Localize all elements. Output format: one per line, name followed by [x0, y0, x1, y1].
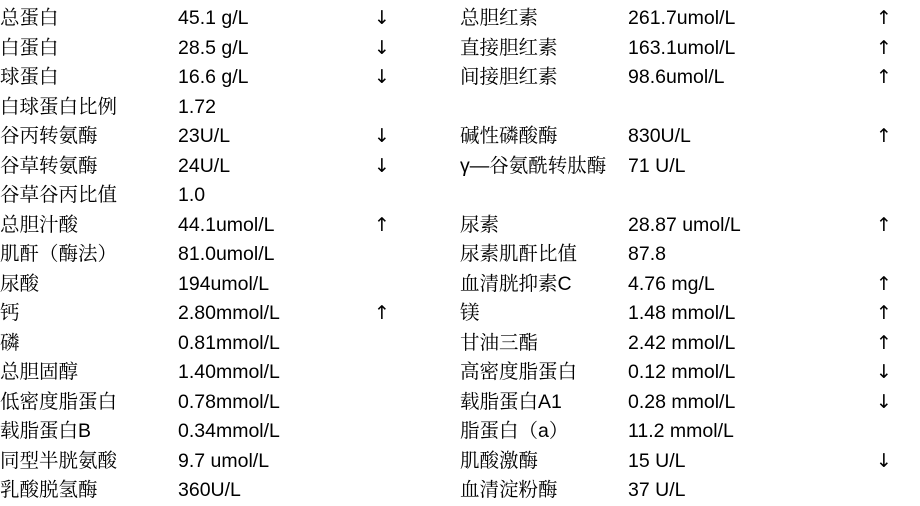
test-name-left: 同型半胱氨酸: [0, 449, 118, 472]
abnormal-arrow-icon-right: ↑: [876, 125, 892, 147]
table-row: [0, 358, 920, 388]
test-name-right: 尿素肌酐比值: [460, 243, 578, 265]
test-name-left: 肌酐（酶法）: [0, 243, 118, 265]
test-flag-right: [828, 299, 920, 329]
abnormal-arrow-icon-right: ↑: [876, 302, 892, 324]
test-flag-left: [318, 122, 460, 152]
test-name-right: γ—谷氨酰转肽酶: [460, 154, 607, 177]
test-flag-right: [828, 211, 920, 241]
test-flag-left: [318, 417, 460, 447]
abnormal-arrow-icon-left: ↓: [374, 154, 390, 177]
test-value-right: 830U/L: [628, 125, 691, 147]
table-row: [0, 122, 920, 152]
lab-results-table: [0, 4, 920, 506]
abnormal-arrow-icon-right: ↑: [876, 7, 892, 29]
table-row: [0, 63, 920, 93]
table-row: [0, 211, 920, 241]
test-flag-left: [318, 152, 460, 182]
test-name-left: 白球蛋白比例: [0, 95, 118, 118]
test-name-right: [460, 181, 628, 211]
table-row: [0, 447, 920, 477]
test-value-left: 1.40mmol/L: [178, 361, 280, 383]
test-flag-left: [318, 211, 460, 241]
test-flag-left: [318, 329, 460, 359]
test-flag-right: [828, 181, 920, 211]
test-value-right: 0.28 mmol/L: [628, 390, 736, 413]
test-value-left: 45.1 g/L: [178, 7, 249, 29]
test-value-left: 360U/L: [178, 479, 241, 501]
table-row: [0, 34, 920, 64]
table-row: [0, 417, 920, 447]
test-name-left: 总胆汁酸: [0, 213, 79, 236]
abnormal-arrow-icon-left: ↓: [374, 66, 390, 88]
test-name-right: 脂蛋白（a）: [460, 420, 569, 442]
test-flag-left: [318, 299, 460, 329]
test-value-left: 28.5 g/L: [178, 36, 249, 59]
test-value-right: 98.6umol/L: [628, 66, 725, 88]
test-flag-left: [318, 270, 460, 300]
abnormal-arrow-icon-right: ↑: [876, 331, 892, 354]
test-value-left: 24U/L: [178, 154, 231, 177]
test-name-left: 总蛋白: [0, 7, 59, 29]
test-flag-right: [828, 270, 920, 300]
abnormal-arrow-icon-right: ↑: [876, 213, 892, 236]
abnormal-arrow-icon-left: ↑: [374, 213, 390, 236]
test-value-left: 2.80mmol/L: [178, 302, 280, 324]
test-name-left: 谷草转氨酶: [0, 154, 98, 177]
test-value-left: 0.34mmol/L: [178, 420, 280, 442]
test-value-right: 11.2 mmol/L: [628, 420, 734, 442]
abnormal-arrow-icon-right: ↓: [876, 390, 892, 413]
test-flag-right: [828, 447, 920, 477]
test-value-right: 261.7umol/L: [628, 7, 736, 29]
test-name-left: 磷: [0, 331, 20, 354]
test-name-left: 尿酸: [0, 272, 40, 295]
test-name-left: 低密度脂蛋白: [0, 390, 118, 413]
test-name-right: 血清淀粉酶: [460, 479, 558, 501]
test-value-right: [628, 181, 828, 211]
test-flag-left: [318, 240, 460, 270]
test-value-right: 1.48 mmol/L: [628, 302, 736, 324]
test-name-left: 球蛋白: [0, 66, 59, 88]
test-flag-left: [318, 358, 460, 388]
test-name-left: 谷草谷丙比值: [0, 184, 118, 206]
test-flag-left: [318, 388, 460, 418]
test-value-right: 0.12 mmol/L: [628, 361, 736, 383]
test-name-right: [460, 93, 628, 123]
abnormal-arrow-icon-right: ↓: [876, 361, 892, 383]
table-row: [0, 299, 920, 329]
test-value-right: 15 U/L: [628, 449, 686, 472]
test-name-right: 总胆红素: [460, 7, 539, 29]
test-flag-right: [828, 388, 920, 418]
test-flag-left: [318, 34, 460, 64]
test-name-left: 谷丙转氨酶: [0, 125, 98, 147]
test-flag-right: [828, 93, 920, 123]
table-row: [0, 181, 920, 211]
table-row: [0, 388, 920, 418]
test-flag-right: [828, 476, 920, 506]
test-value-left: 9.7 umol/L: [178, 449, 270, 472]
abnormal-arrow-icon-left: ↓: [374, 36, 390, 59]
test-value-left: 1.72: [178, 95, 216, 118]
test-name-left: 乳酸脱氢酶: [0, 479, 98, 501]
test-name-right: 直接胆红素: [460, 36, 558, 59]
test-value-right: 37 U/L: [628, 479, 686, 501]
test-value-right: 71 U/L: [628, 154, 686, 177]
test-flag-right: [828, 63, 920, 93]
test-flag-left: [318, 476, 460, 506]
test-name-left: 白蛋白: [0, 36, 59, 59]
test-flag-left: [318, 63, 460, 93]
test-value-right: 4.76 mg/L: [628, 272, 715, 295]
table-row: [0, 240, 920, 270]
abnormal-arrow-icon-right: ↑: [876, 66, 892, 88]
abnormal-arrow-icon-left: ↑: [374, 302, 390, 324]
test-flag-left: [318, 4, 460, 34]
test-value-left: 23U/L: [178, 125, 231, 147]
table-row: [0, 152, 920, 182]
abnormal-arrow-icon-left: ↓: [374, 125, 390, 147]
table-row: [0, 270, 920, 300]
test-name-right: 镁: [460, 302, 480, 324]
test-name-right: 肌酸激酶: [460, 449, 539, 472]
abnormal-arrow-icon-right: ↓: [876, 449, 892, 472]
test-value-left: 1.0: [178, 184, 206, 206]
test-name-right: 间接胆红素: [460, 66, 558, 88]
test-flag-right: [828, 152, 920, 182]
test-value-left: 44.1umol/L: [178, 213, 275, 236]
test-value-left: 0.78mmol/L: [178, 390, 280, 413]
abnormal-arrow-icon-right: ↑: [876, 36, 892, 59]
test-value-right: 87.8: [628, 243, 666, 265]
table-row: [0, 4, 920, 34]
test-value-left: 16.6 g/L: [178, 66, 249, 88]
test-flag-right: [828, 4, 920, 34]
test-name-right: 尿素: [460, 213, 500, 236]
test-value-right: 28.87 umol/L: [628, 213, 741, 236]
test-name-right: 血清胱抑素C: [460, 272, 572, 295]
table-row: [0, 329, 920, 359]
test-flag-right: [828, 417, 920, 447]
test-name-right: 碱性磷酸酶: [460, 125, 558, 147]
test-value-right: 163.1umol/L: [628, 36, 736, 59]
abnormal-arrow-icon-right: ↑: [876, 272, 892, 295]
test-name-left: 钙: [0, 302, 20, 324]
test-name-right: 甘油三酯: [460, 331, 539, 354]
test-value-left: 81.0umol/L: [178, 243, 275, 265]
test-value-left: 194umol/L: [178, 272, 270, 295]
test-value-right: 2.42 mmol/L: [628, 331, 736, 354]
test-name-left: 载脂蛋白B: [0, 420, 92, 442]
test-flag-left: [318, 447, 460, 477]
table-row: [0, 93, 920, 123]
test-name-right: 载脂蛋白A1: [460, 390, 562, 413]
test-name-left: 总胆固醇: [0, 361, 79, 383]
test-flag-right: [828, 122, 920, 152]
test-flag-right: [828, 240, 920, 270]
test-name-right: 高密度脂蛋白: [460, 361, 578, 383]
test-value-left: 0.81mmol/L: [178, 331, 280, 354]
test-value-right: [628, 93, 828, 123]
test-flag-left: [318, 181, 460, 211]
test-flag-left: [318, 93, 460, 123]
test-flag-right: [828, 329, 920, 359]
test-flag-right: [828, 358, 920, 388]
abnormal-arrow-icon-left: ↓: [374, 7, 390, 29]
table-row: [0, 476, 920, 506]
test-flag-right: [828, 34, 920, 64]
